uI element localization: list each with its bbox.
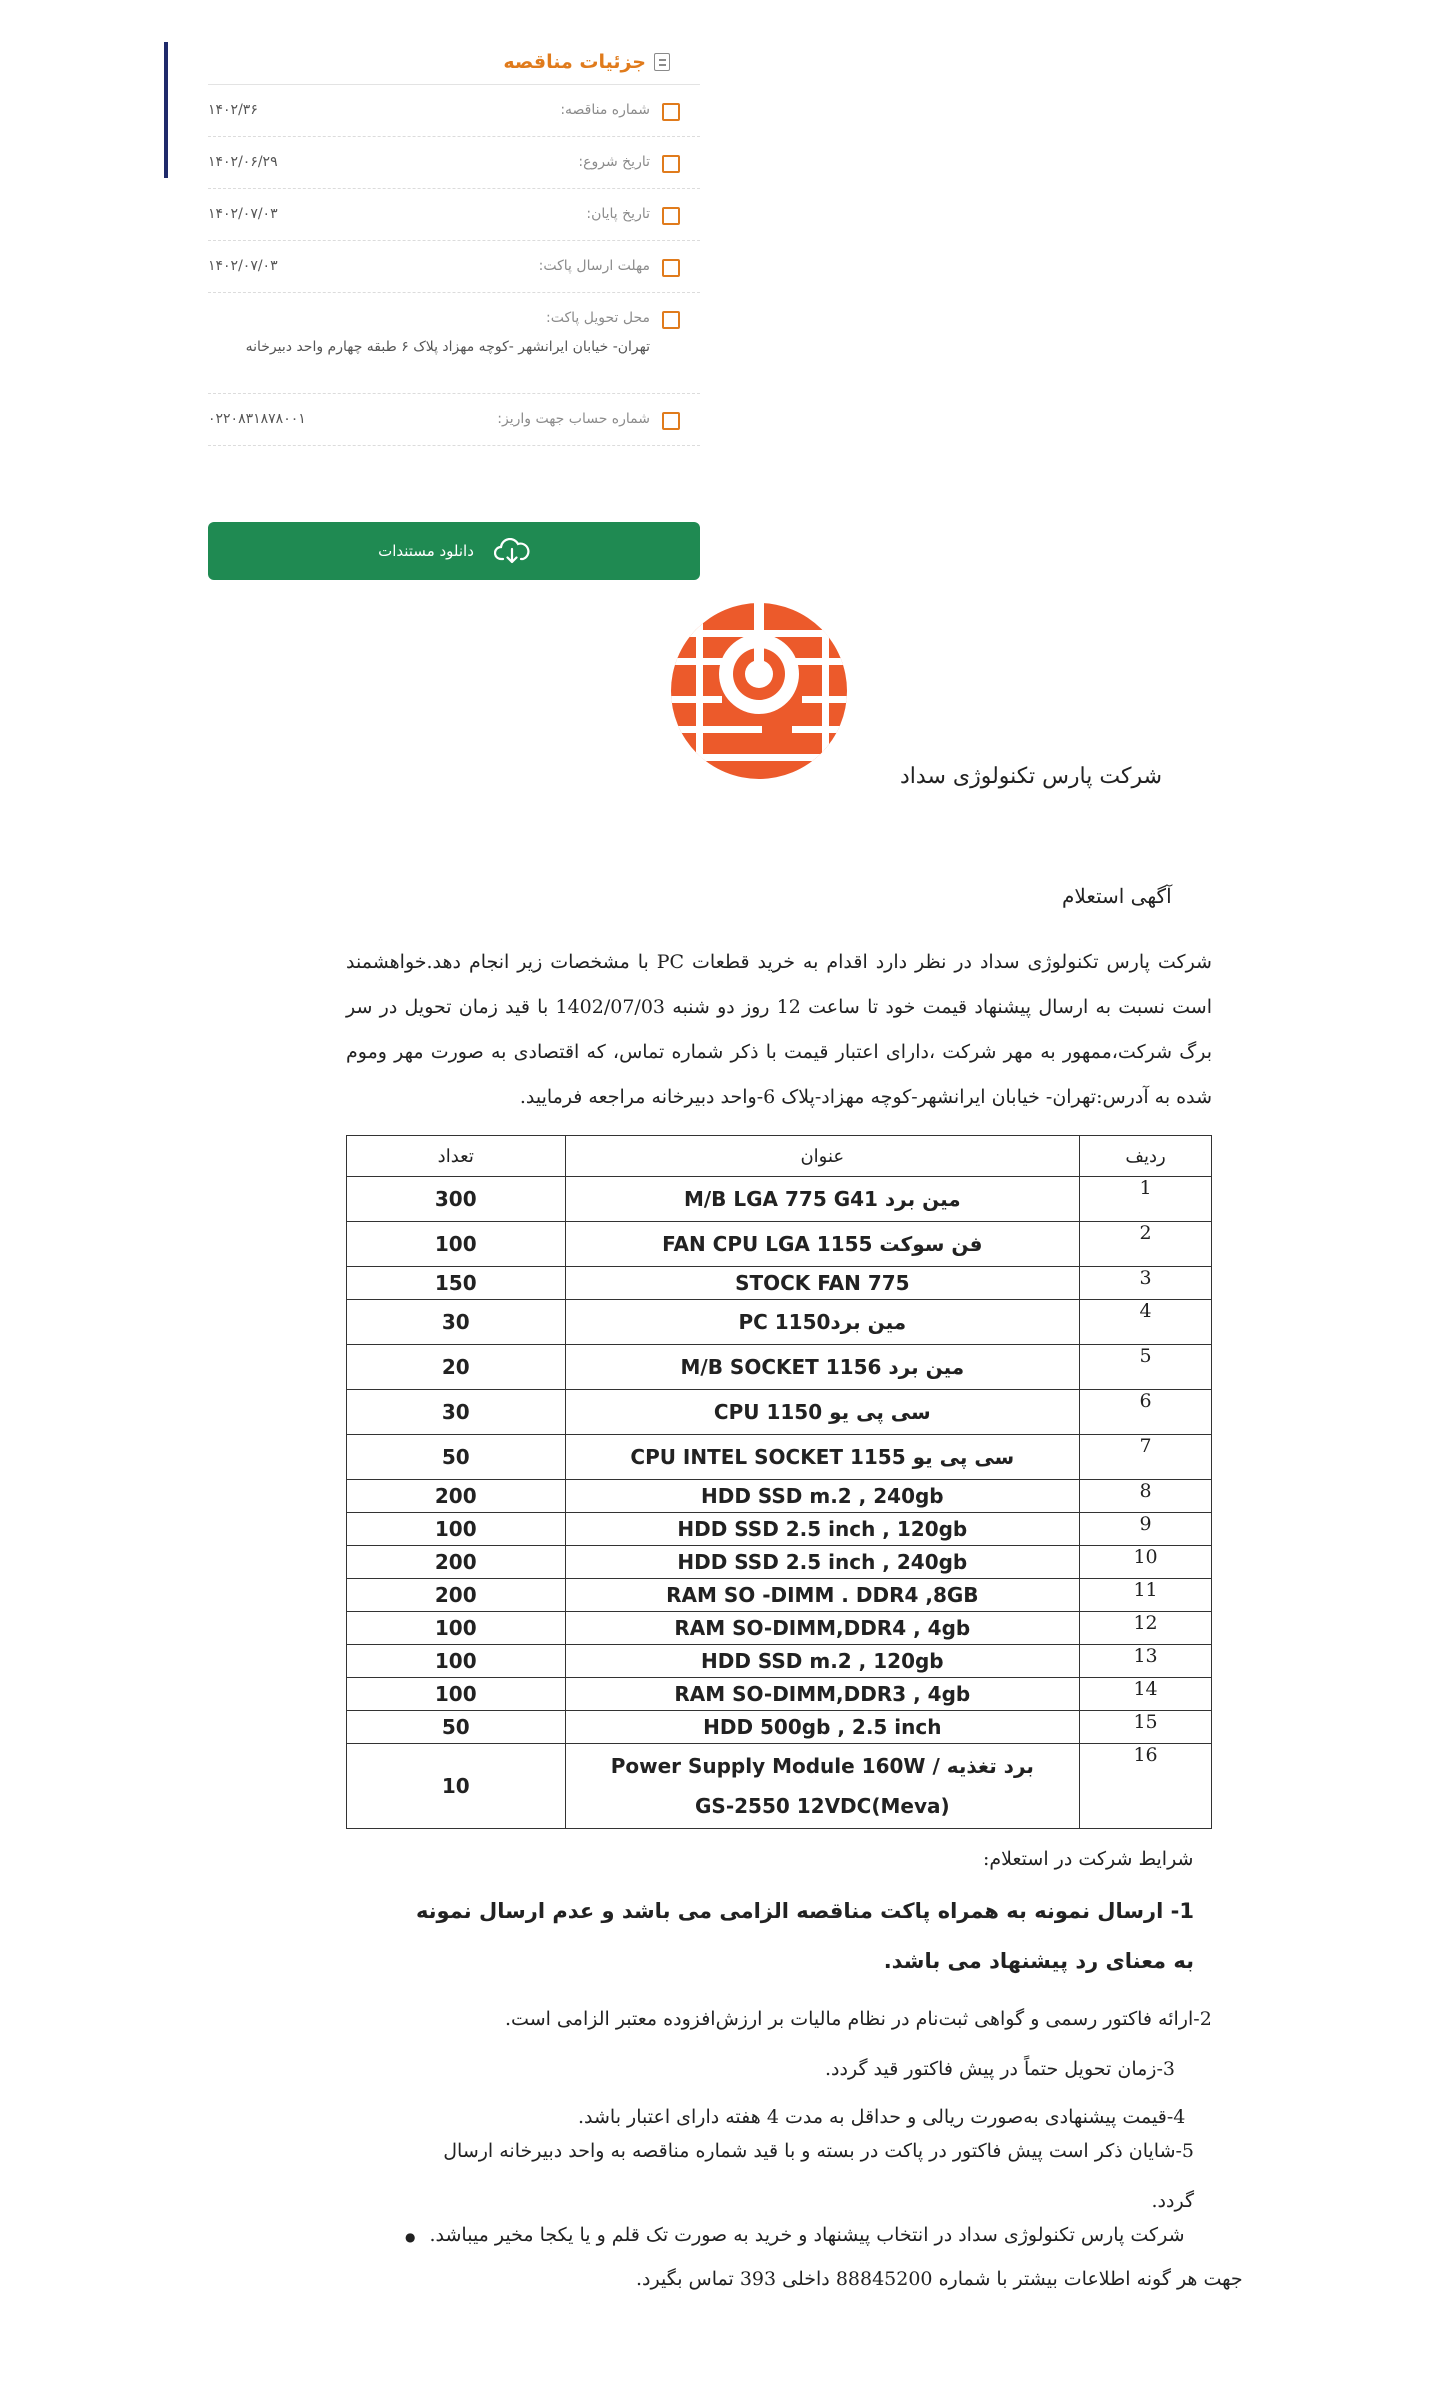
table-row bbox=[347, 1678, 1212, 1711]
checkbox-icon bbox=[662, 207, 680, 225]
cell-radif: 12 bbox=[1080, 1612, 1212, 1645]
checkbox-icon bbox=[662, 311, 680, 329]
detail-row-deadline bbox=[208, 241, 700, 293]
cell-title: RAM SO-DIMM,DDR3 , 4gb bbox=[565, 1678, 1080, 1711]
cell-radif: 13 bbox=[1080, 1645, 1212, 1678]
table-row bbox=[347, 1744, 1212, 1829]
condition-1: 1- ارسال نمونه به همراه پاکت مناقصه الزامی می باشد و عدم ارسال نمونه به معنای رد پیشنهاد می باشد. bbox=[415, 1899, 1194, 1973]
cell-qty: 100 bbox=[347, 1678, 566, 1711]
cell-title: فن سوکت FAN CPU LGA 1155 bbox=[565, 1222, 1080, 1267]
inquiry-title: آگهی استعلام bbox=[1062, 884, 1172, 908]
header-title: عنوان bbox=[565, 1136, 1080, 1177]
cell-radif: 11 bbox=[1080, 1579, 1212, 1612]
table-row bbox=[347, 1435, 1212, 1480]
cell-title-line: برد تغذیه / Power Supply Module 160W bbox=[610, 1754, 1034, 1778]
cell-qty: 100 bbox=[347, 1645, 566, 1678]
cell-title: RAM SO -DIMM . DDR4 ,8GB bbox=[565, 1579, 1080, 1612]
condition-4: 4-قیمت پیشنهادی به‌صورت ریالی و حداقل به مدت 4 هفته دارای اعتبار باشد. bbox=[578, 2106, 1186, 2128]
cell-title bbox=[565, 1744, 1080, 1829]
cell-title: 775 STOCK FAN bbox=[565, 1267, 1080, 1300]
detail-value: ۰۲۲۰۸۳۱۸۷۸۰۰۱ bbox=[208, 411, 306, 427]
table-row bbox=[347, 1222, 1212, 1267]
detail-row-start-date bbox=[208, 137, 700, 189]
checkbox-icon bbox=[662, 155, 680, 173]
cloud-download-icon bbox=[494, 538, 530, 564]
detail-row-tender-number bbox=[208, 85, 700, 137]
cell-qty: 50 bbox=[347, 1711, 566, 1744]
contact-info: جهت هر گونه اطلاعات بیشتر با شماره 88845200 داخلی 393 تماس بگیرد. bbox=[636, 2268, 1243, 2290]
cell-qty: 30 bbox=[347, 1390, 566, 1435]
download-label: دانلود مستندات bbox=[378, 542, 474, 560]
cell-title-line: GS-2550 12VDC(Meva) bbox=[695, 1794, 950, 1818]
company-name: شرکت پارس تکنولوژی سداد bbox=[900, 764, 1163, 789]
detail-label: تاریخ پایان: bbox=[586, 206, 650, 222]
cell-radif: 6 bbox=[1080, 1390, 1212, 1435]
cell-qty: 100 bbox=[347, 1513, 566, 1546]
detail-label: شماره حساب جهت واریز: bbox=[497, 411, 650, 427]
download-documents-button[interactable] bbox=[208, 522, 700, 580]
cell-radif: 4 bbox=[1080, 1300, 1212, 1345]
table-row bbox=[347, 1177, 1212, 1222]
cell-radif: 8 bbox=[1080, 1480, 1212, 1513]
cell-radif: 9 bbox=[1080, 1513, 1212, 1546]
cell-qty: 200 bbox=[347, 1546, 566, 1579]
document-icon bbox=[654, 53, 670, 71]
cell-title: HDD SSD m.2 , 240gb bbox=[565, 1480, 1080, 1513]
card-header bbox=[208, 40, 700, 85]
accent-bar bbox=[164, 42, 168, 178]
table-row bbox=[347, 1546, 1212, 1579]
checkbox-icon bbox=[662, 412, 680, 430]
cell-radif: 1 bbox=[1080, 1177, 1212, 1222]
conditions-title: شرایط شرکت در استعلام: bbox=[983, 1848, 1194, 1870]
detail-row-end-date bbox=[208, 189, 700, 241]
cell-qty: 150 bbox=[347, 1267, 566, 1300]
inquiry-intro-text: شرکت پارس تکنولوژی سداد در نظر دارد اقدام به خرید قطعات PC با مشخصات زیر انجام دهد.خواهشمند است نسبت به ارسال پیشنهاد قیمت خود تا ساعت 12 روز دو شنبه 1402/07/03 با قید زمان تحویل در سر برگ شرکت،ممهور به مهر شرکت ،دارای اعتبار قیمت با ذکر شماره تماس، که اقتصادی به صورت مهر وموم شده به آدرس:تهران- خیابان ایرانشهر-کوچه مهزاد-پلاک 6-واحد دبیرخانه مراجعه فرمایید. bbox=[346, 951, 1212, 1108]
cell-qty: 200 bbox=[347, 1480, 566, 1513]
cell-title: مین بردPC 1150 bbox=[565, 1300, 1080, 1345]
cell-title: مین برد M/B SOCKET 1156 bbox=[565, 1345, 1080, 1390]
cell-qty: 200 bbox=[347, 1579, 566, 1612]
detail-label: محل تحویل پاکت: bbox=[546, 310, 650, 326]
condition-2: 2-ارائه فاکتور رسمی و گواهی ثبت‌نام در نظام مالیات بر ارزش‌افزوده معتبر الزامی است. bbox=[505, 2008, 1212, 2030]
table-row bbox=[347, 1345, 1212, 1390]
cell-radif: 14 bbox=[1080, 1678, 1212, 1711]
cell-title: HDD SSD m.2 , 120gb bbox=[565, 1645, 1080, 1678]
table-row bbox=[347, 1300, 1212, 1345]
cell-qty: 20 bbox=[347, 1345, 566, 1390]
header-radif: ردیف bbox=[1080, 1136, 1212, 1177]
checkbox-icon bbox=[662, 103, 680, 121]
cell-title: RAM SO-DIMM,DDR4 , 4gb bbox=[565, 1612, 1080, 1645]
condition-3: 3-زمان تحویل حتماً در پیش فاکتور قید گردد. bbox=[825, 2058, 1175, 2080]
cell-qty: 10 bbox=[347, 1744, 566, 1829]
table-header-row bbox=[347, 1136, 1212, 1177]
cell-radif: 16 bbox=[1080, 1744, 1212, 1829]
cell-qty: 50 bbox=[347, 1435, 566, 1480]
detail-row-delivery-place bbox=[208, 293, 700, 394]
detail-value: ۱۴۰۲/۳۶ bbox=[208, 102, 258, 118]
items-table bbox=[346, 1135, 1212, 1829]
cell-radif: 15 bbox=[1080, 1711, 1212, 1744]
cell-radif: 7 bbox=[1080, 1435, 1212, 1480]
table-row bbox=[347, 1513, 1212, 1546]
tender-details-card bbox=[208, 40, 700, 446]
detail-value: ۱۴۰۲/۰۶/۲۹ bbox=[208, 154, 278, 170]
table-row bbox=[347, 1480, 1212, 1513]
cell-title: HDD 500gb , 2.5 inch bbox=[565, 1711, 1080, 1744]
cell-title: HDD SSD 2.5 inch , 240gb bbox=[565, 1546, 1080, 1579]
table-row bbox=[347, 1579, 1212, 1612]
detail-value: ۱۴۰۲/۰۷/۰۳ bbox=[208, 206, 278, 222]
table-row bbox=[347, 1711, 1212, 1744]
cell-qty: 300 bbox=[347, 1177, 566, 1222]
cell-qty: 100 bbox=[347, 1222, 566, 1267]
cell-title: سی پی یو CPU 1150 bbox=[565, 1390, 1080, 1435]
bullet-note: شرکت پارس تکنولوژی سداد در انتخاب پیشنهاد و خرید به صورت تک قلم و یا یکجا مخیر میباشد. ● bbox=[405, 2224, 1184, 2246]
header-qty: تعداد bbox=[347, 1136, 566, 1177]
company-logo bbox=[652, 596, 866, 786]
detail-label: مهلت ارسال پاکت: bbox=[538, 258, 650, 274]
detail-row-account bbox=[208, 394, 700, 446]
cell-radif: 5 bbox=[1080, 1345, 1212, 1390]
detail-label: شماره مناقصه: bbox=[560, 102, 650, 118]
table-row bbox=[347, 1612, 1212, 1645]
card-title: جزئیات مناقصه bbox=[503, 51, 646, 73]
checkbox-icon bbox=[662, 259, 680, 277]
cell-title: سی پی یو CPU INTEL SOCKET 1155 bbox=[565, 1435, 1080, 1480]
cell-radif: 2 bbox=[1080, 1222, 1212, 1267]
cell-title: مین برد M/B LGA 775 G41 bbox=[565, 1177, 1080, 1222]
cell-title: HDD SSD 2.5 inch , 120gb bbox=[565, 1513, 1080, 1546]
detail-label: تاریخ شروع: bbox=[578, 154, 650, 170]
cell-radif: 10 bbox=[1080, 1546, 1212, 1579]
cell-qty: 100 bbox=[347, 1612, 566, 1645]
condition-5: 5-شایان ذکر است پیش فاکتور در پاکت در بسته و با قید شماره مناقصه به واحد دبیرخانه ارسال گردد. bbox=[443, 2140, 1194, 2212]
table-row bbox=[347, 1645, 1212, 1678]
table-row bbox=[347, 1390, 1212, 1435]
delivery-address: تهران- خیابان ایرانشهر -کوچه مهزاد پلاک ۶ طبقه چهارم واحد دبیرخانه bbox=[245, 339, 650, 355]
detail-value: ۱۴۰۲/۰۷/۰۳ bbox=[208, 258, 278, 274]
table-row bbox=[347, 1267, 1212, 1300]
cell-qty: 30 bbox=[347, 1300, 566, 1345]
cell-radif: 3 bbox=[1080, 1267, 1212, 1300]
